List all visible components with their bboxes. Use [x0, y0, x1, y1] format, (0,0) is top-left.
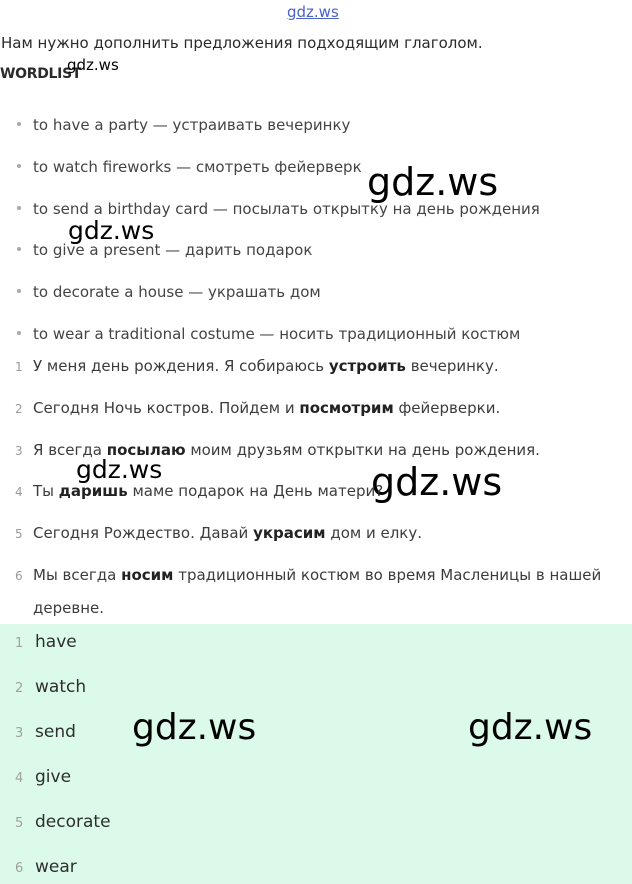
answer-number: 6	[15, 861, 24, 876]
watermark: gdz.ws	[76, 455, 163, 484]
sentence-number: 4	[15, 485, 23, 499]
wordlist-item-text: to watch fireworks — смотреть фейерверк	[33, 158, 362, 176]
sentence-number: 2	[15, 402, 23, 416]
sentence-text: вечеринку.	[405, 357, 499, 375]
answer-number: 5	[15, 816, 24, 831]
sentence-text: деревне.	[33, 599, 104, 617]
sentence-number: 5	[15, 527, 23, 541]
sentence-item	[15, 566, 601, 584]
bullet-icon	[17, 331, 21, 335]
sentence-verb: украсим	[253, 524, 326, 542]
sentence-number: 6	[15, 569, 23, 583]
wordlist-item-text: to give a present — дарить подарок	[33, 241, 313, 259]
answer-item	[15, 677, 86, 697]
answer-number: 1	[15, 636, 24, 651]
answer-number: 2	[15, 681, 24, 696]
sentence-text: дом и елку.	[325, 524, 423, 542]
bullet-icon	[17, 164, 21, 168]
sentence-number: 1	[15, 360, 23, 374]
answer-item	[15, 722, 76, 742]
sentence-verb: носим	[121, 566, 174, 584]
answer-item	[15, 632, 77, 652]
sentence-text: Ты	[33, 482, 59, 500]
sentence-text: Сегодня Ночь костров. Пойдем и	[33, 399, 300, 417]
sentence-item	[15, 357, 499, 375]
answer-number: 3	[15, 726, 24, 741]
sentence-verb: посылаю	[106, 441, 186, 459]
sentence-continuation	[33, 599, 104, 617]
watermark: gdz.ws	[67, 56, 119, 74]
wordlist-item	[17, 325, 520, 343]
sentence-number: 3	[15, 444, 23, 458]
bullet-icon	[17, 206, 21, 210]
wordlist-item	[17, 200, 540, 218]
watermark: gdz.ws	[371, 460, 503, 504]
sentence-verb: посмотрим	[299, 399, 394, 417]
answer-text: wear	[35, 857, 77, 877]
answer-text: send	[35, 722, 76, 742]
sentence-item	[15, 482, 383, 500]
bullet-icon	[17, 122, 21, 126]
answer-panel	[0, 624, 632, 884]
answer-text: watch	[35, 677, 87, 697]
sentence-text: маме подарок на День матери?	[127, 482, 384, 500]
wordlist-item-text: to send a birthday card — посылать открытку на день рождения	[33, 200, 540, 218]
bullet-icon	[17, 289, 21, 293]
answer-item	[15, 812, 111, 832]
sentence-text: У меня день рождения. Я собираюсь	[33, 357, 329, 375]
wordlist-item	[17, 241, 312, 259]
wordlist-item-text: to have a party — устраивать вечеринку	[33, 116, 351, 134]
sentence-item	[15, 441, 540, 459]
sentence-text: Сегодня Рождество. Давай	[33, 524, 254, 542]
sentence-item	[15, 399, 500, 417]
answer-text: decorate	[35, 812, 111, 832]
answer-text: give	[35, 767, 72, 787]
watermark: gdz.ws	[468, 707, 593, 748]
answer-item	[15, 857, 77, 877]
intro-text: Нам нужно дополнить предложения подходящим глаголом.	[1, 34, 483, 52]
watermark: gdz.ws	[68, 216, 155, 245]
sentence-text: Я всегда	[33, 441, 107, 459]
sentence-verb: устроить	[328, 357, 406, 375]
wordlist-item-text: to wear a traditional costume — носить традиционный костюм	[33, 325, 521, 343]
answer-number: 4	[15, 771, 24, 786]
header-link[interactable]: gdz.ws	[287, 3, 339, 21]
sentence-text: фейерверки.	[393, 399, 501, 417]
sentence-item	[15, 524, 422, 542]
watermark: gdz.ws	[132, 707, 257, 748]
sentence-verb: даришь	[58, 482, 128, 500]
wordlist-item-text: to decorate a house — украшать дом	[33, 283, 321, 301]
answer-text: have	[35, 632, 77, 652]
wordlist-item	[17, 116, 350, 134]
sentence-text: традиционный костюм во время Масленицы в нашей	[173, 566, 602, 584]
wordlist-item	[17, 158, 362, 176]
answer-item	[15, 767, 71, 787]
watermark: gdz.ws	[367, 160, 499, 204]
wordlist-title: WORDLIST	[0, 66, 82, 82]
bullet-icon	[17, 247, 21, 251]
sentence-text: Мы всегда	[33, 566, 122, 584]
sentence-text: моим друзьям открытки на день рождения.	[185, 441, 540, 459]
wordlist-item	[17, 283, 321, 301]
